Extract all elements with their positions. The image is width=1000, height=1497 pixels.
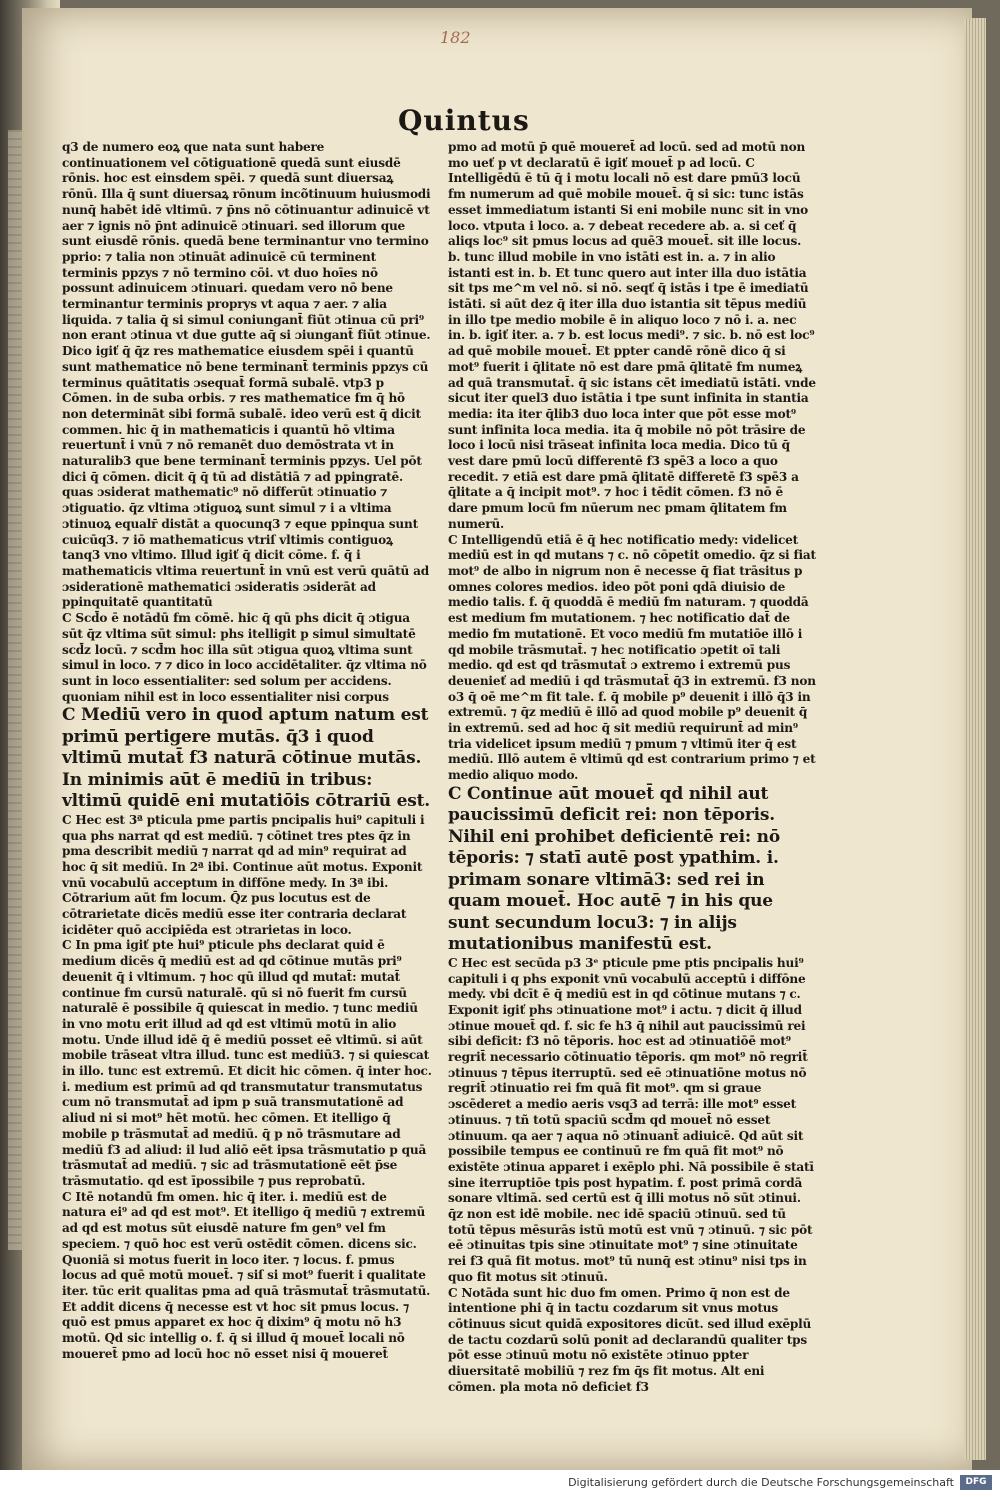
paragraph: C Hec est 3ª pticula pme partis pncipalis hui⁹ capituli i qua phs narrat qd est mediū. ⁊ cōtinet tres ptes q̄z in pma describit mediū ⁊ narrat qd ad min⁹ requirat ad hoc q̄ sit mediū. In 2ª ibi. Continue aūt motus. Exponit vnū vocabulū acceptum in diffōne medy. In 3ª ibi. Cōtrarium aūt fm locum. Q̄z pus locutus est de cōtrarietate dicēs mediū esse iter contraria declarat icidēter quō accipiēda est ɔtrarietas in loco. <box>62 812 425 937</box>
right-column <box>448 140 816 1396</box>
dfg-logo: DFG <box>960 1475 992 1490</box>
paragraph: C Scd̄o ē notādū fm cōmē. hic q̄ qū phs dicit q̄ ɔtigua sūt q̄z vltima sūt simul: phs itelligit p simul simultatē scd̄z locū. ⁊ scd̄m hoc illa sūt ɔtigua quoꝝ vltima sunt simul in loco. ⁊ ⁊ dico in loco accidētaliter. q̄z vltima nō sunt in loco essentialiter: sed solum per accidens. quoniam nihil est in loco essentialiter nisi corpus <box>62 611 427 704</box>
digitization-credit: Digitalisierung gefördert durch die Deutsche Forschungsgemeinschaft <box>568 1476 954 1489</box>
running-head: Quintus <box>398 104 530 137</box>
paragraph: C Itē notandū fm omen. hic q̄ iter. i. mediū est de natura ei⁹ ad qd est mot⁹. Et itelligo q̄ mediū ⁊ extremū ad qd est motus sūt eiusdē nature fm gen⁹ vel fm speciem. ⁊ quō hoc est verū ostēdit cōmen. dicens sic. Quoniā si motus fuerit in loco iter. ⁊ locus. f. pmus locus ad quē motū mouet̄. ⁊ siſ si mot⁹ fuerit i qualitate iter. tūc erit qualitas pma ad quā trāsmutat̄ trāsmutatū. Et addit dicens q̄ necesse est vt hoc sit pmus locus. ⁊ quō est pmus apparet ex hoc q̄ dixim⁹ q̄ motu nō h3 motū. Qd sic intellig o. f. q̄ si illud q̄ mouet̄ locali nō moueret̄ pmo ad locū hoc nō esset nisi q̄ moueret̄ <box>62 1189 431 1361</box>
paragraph: pmo ad motū p̄ quē moueret̄ ad locū. sed ad motū non mo ueť p vt declaratū ē igiť mouet̄ p ad locū. C Intelligēdū ē tū q̄ i motu locali nō est dare pmū3 locū fm numerum ad quē mobile mouet̄. q̄ si sic: tunc istās esset immediatum istanti Si eni mobile nunc sit in vno loco. vtputa i loco. a. ⁊ debeat recedere ab. a. si ceť q̄ aliqs loc⁹ sit pmus locus ad quē3 mouet̄. sit ille locus. b. tunc illud mobile in vno istāti est in. a. ⁊ in alio istanti est in. b. Et tunc quero aut inter illa duo istātia sit tps me^m vel nō. si nō. seqť q̄ istās i tpe ē imediatū istāti. si aūt dez q̄ iter illa duo istantia sit tēpus mediū in illo tpe medio mobile ē in aliquo loco ⁊ nō i. a. nec in. b. igiť iter. a. ⁊ b. est locus medi⁹. ⁊ sic. b. nō est loc⁹ ad quē mobile mouet̄. Et ppter candē rōnē dico q̄ si mot⁹ fuerit i q̄litate nō est dare pmā q̄litatē fm numeꝝ ad quā transmutat̄. q̄ sic istans cēt imediatū istāti. vnde sicut iter quel3 duo istātia i tpe sunt infinita in stantia media: ita iter q̄lib3 duo loca inter que pōt esse mot⁹ sunt infinita loca media. ita q̄ mobile nō pōt trāsire de loco i locū nisi trāseat infinita loca media. Dico tū q̄ vest dare pmū locū differentē f3 spē3 a loco a quo recedit. ⁊ etiā est dare pmā q̄litatē differetē f3 spē3 a q̄litate a q̄ incipit mot⁹. ⁊ hoc i tēdit cōmen. f3 nō ē dare pmum locū fm nūerum nec pmam q̄litatem fm numerū. <box>448 140 816 531</box>
folio-number: 182 <box>440 28 471 47</box>
paragraph: q3 de numero eoꝝ que nata sunt habere continuationem vel cōtiguationē quedā sunt eiusdē rōnis. hoc est einsdem spēi. ⁊ quedā sunt diuersaꝝ rōnū. Illa q̄ sunt diuersaꝝ rōnum incõtinuum huiusmodi nunq̄ habēt idē vltimū. ⁊ p̄ns nō cōtinuantur adinuicē vt aer ⁊ ignis nō p̄nt adinuicē ɔtinuari. sed illorum que sunt eiusdē rōnis. quedā bene terminantur vno termino pprio: ⁊ talia non ɔtinuāt adinuicē cū terminent terminis ppzys ⁊ nō termino cōi. vt duo hoīes nō possunt adinuicem ɔtinuari. quedam vero nō bene terminantur terminis proprys vt aqua ⁊ aer. ⁊ alia liquida. ⁊ talia q̄ si simul coniungant̄ fiūt ɔtinua cū pri⁹ non erant ɔtinua vt due gutte aq̄ si ɔiungant̄ fiūt ɔtinue. Dico igiť q̄ q̄z res mathematice eiusdem spēi i quantū sunt mathematice nō bene terminant̄ terminis ppzys cū terminus quātitatis ɔsequat̄ formā subalē. vtp3 p Cōmen. in de suba orbis. ⁊ res mathematice fm q̄ hō non determināt sibi formā subalē. ideo verū est q̄ dicit commen. hic q̄ in mathematicis i quantū hō vltima reuertunt̄ i vnū ⁊ nō remanēt duo demōstrata vt in naturalib3 que bene terminant̄ terminis ppzys. Uel pōt dici q̄ cōmen. dicit q̄ q̄ tū ad distātiā ⁊ ad ppingratē. quas ɔsiderat mathematic⁹ nō differūt ɔtinuatio ⁊ ɔtiguatio. q̄z vltima ɔtiguoꝝ sunt simul ⁊ i a vltima ɔtinuoꝝ equalr̄ distāt a quocunq3 ⁊ eque ppinqua sunt cuicūq3. ⁊ iō mathematicus vtriſ vltimis contiguoꝝ tanq3 vno vltimo. Illud igiť q̄ dicit cōme. f. q̄ i mathematicis vltima reuertunt̄ in vnū est verū quātū ad ɔsiderationē mathematici ɔsideratis ɔsiderāt ad ppinquitatē quantitatū <box>62 140 431 610</box>
lemma-paragraph: C Continue aūt mouet̄ qd nihil aut paucissimū deficit rei: non tēporis. Nihil eni prohibet deficientē rei: nō tēporis: ⁊ statī autē post ypathim. i. primam sonare vltimā3: sed rei in quam mouet̄. Hoc autē ⁊ in his que sunt secundum locu3: ⁊ in alijs mutationibus manifestū est. <box>448 783 780 955</box>
paragraph: C Notāda sunt hic duo fm omen. Primo q̄ non est de intentione phi q̄ in tactu cozdarum sit vnus motus cōtinuus sicut quidā expositores dicūt. sed illud exēplū de tactu cozdarū solū ponit ad declarandū qualiter tps pōt esse ɔtinuū motu nō existēte ɔtinuo ppter diuersitatē mobiliū ⁊ rez fm q̄s fit motus. Alt eni cōmen. pla mota nō deficiet f3 <box>448 1285 812 1394</box>
lemma-paragraph: C Mediū vero in quod aptum natum est primū pertigere mutās. q̄3 i quod vltimū mutat̄ f3 naturā cōtinue mutās. In minimis aūt ē mediū in tribus: vltimū quidē eni mutatiōis cōtrariū est. <box>62 705 430 812</box>
left-column <box>62 140 432 1362</box>
paragraph: C Hec est secūda p3 3ᵉ pticule pme ptis pncipalis hui⁹ capituli i q phs exponit vnū vocabulū acceptū i diffōne medy. vbi dcīt ē q̄ mediū est in qd cōtinue mutans ⁊ c. Exponit igiť phs ɔtinuatione mot⁹ i actu. ⁊ dicit q̄ illud ɔtinue mouet̄ qd. f. sic fe h3 q̄ nihil aut paucissimū rei sibi deficit: f3 nō tēporis. hoc est ad ɔtinuatiōē mot⁹ regrit̄ necessario cōtinuatio tēporis. qm mot⁹ nō regrit̄ ɔtinuus ⁊ tēpus iterruptū. sed eē ɔtinuatiōne motus nō regrit̄ ɔtinuatio rei fm quā fit mot⁹. qm si graue ɔscēderet a medio aeris vsq3 ad terrā: ille mot⁹ esset ɔtinuus. ⁊ tñ totū spaciū scd̄m qd mouet̄ nō esset ɔtinuum. qa aer ⁊ aqua nō ɔtinuant̄ adiuicē. Qd aūt sit possibile tempus ee continuū re fm quā fit mot⁹ nō existēte ɔtinua apparet i exēplo phi. Nā possibile ē statī sine iterruptiōe tpis post hypatim. f. post primā cordā sonare vltimā. sed certū est q̄ illi motus nō sūt ɔtinui. q̄z non est idē mobile. nec idē spaciū ɔtinuū. sed tū totū tēpus mēsurās istū motū est vnū ⁊ ɔtinuū. ⁊ sic pōt eē ɔtinuitas tpis sine ɔtinuitate mot⁹ ⁊ sine ɔtinuitate rei f3 quā fit motus. mot⁹ tū nunq̄ est ɔtinu⁹ nisi tps in quo fit motus sit ɔtinuū. <box>448 955 814 1284</box>
paragraph: C In pma igiť pte hui⁹ pticule phs declarat quid ē medium dicēs q̄ mediū est ad qd cōtinue mutās pri⁹ deuenit q̄ i vltimum. ⁊ hoc qū illud qd mutat̄: mutat̄ continue fm cursū naturalē. qū si nō fuerit fm cursū naturalē ē possibile q̄ quiescat in medio. ⁊ tunc mediū in vno motu erit illud ad qd est vltimū motū in alio motu. Unde illud idē q̄ ē mediū posset eē vltimū. si aūt mobile trāseat vltra illud. tunc est mediū3. ⁊ si quiescat in illo. tunc est extremū. Et dicit hic cōmen. q̄ inter hoc. i. medium est primū ad qd transmutatur transmutatus cum nō transmutat̄ ad ipm p suā transmutationē ad aliud ni si mot⁹ hēt motū. hec cōmen. Et itelligo q̄ mobile p trāsmutat̄ ad mediū. q̄ p nō trāsmutare ad mediū f3 ad aliud: il lud aliō eēt ipsa trāsmutatio p quā trāsmutat̄ ad mediū. ⁊ sic ad trāsmutationē eēt p̄se trāsmutatio. qd est īpossibile ⁊ pus reprobatū. <box>62 938 432 1188</box>
page-stack-edge <box>964 18 986 1460</box>
paragraph: C Intelligendū etiā ē q̄ hec notificatio medy: videlicet mediū est in qd mutans ⁊ c. nō cōpetit omedio. q̄z si fiat mot⁹ de albo in nigrum non ē necesse q̄ fiat trāsitus p omnes colores medios. ideo pōt poni qdā diuisio de medio talis. f. q̄ quoddā ē mediū fm naturam. ⁊ quoddā est medium fm mutationem. ⁊ hec notificatio dat̄ de medio fm mutationē. Et voco mediū fm mutatiōe illō i qd mobile trāsmutat̄. ⁊ hec notificatio ɔpetit oī tali medio. qd est qd trāsmutat̄ ɔ extremo i extremū pus deuenieť ad mediū i qd trāsmutat̄ q̄3 in extremū. f3 non o3 q̄ oē me^m fit tale. f. q̄ mobile p⁹ deuenit i illō q̄3 in extremū. ⁊ q̄z mediū ē illō ad quod mobile p⁹ deuenit q̄ in extremū. sed ad hoc q̄ sit mediū requirunt̄ ad min⁹ tria videlicet ipsum mediū ⁊ pmum ⁊ vltimū iter q̄ est mediū. Illō autem ē vltimū qd est contrarium primo ⁊ et medio aliquo modo. <box>448 532 816 783</box>
